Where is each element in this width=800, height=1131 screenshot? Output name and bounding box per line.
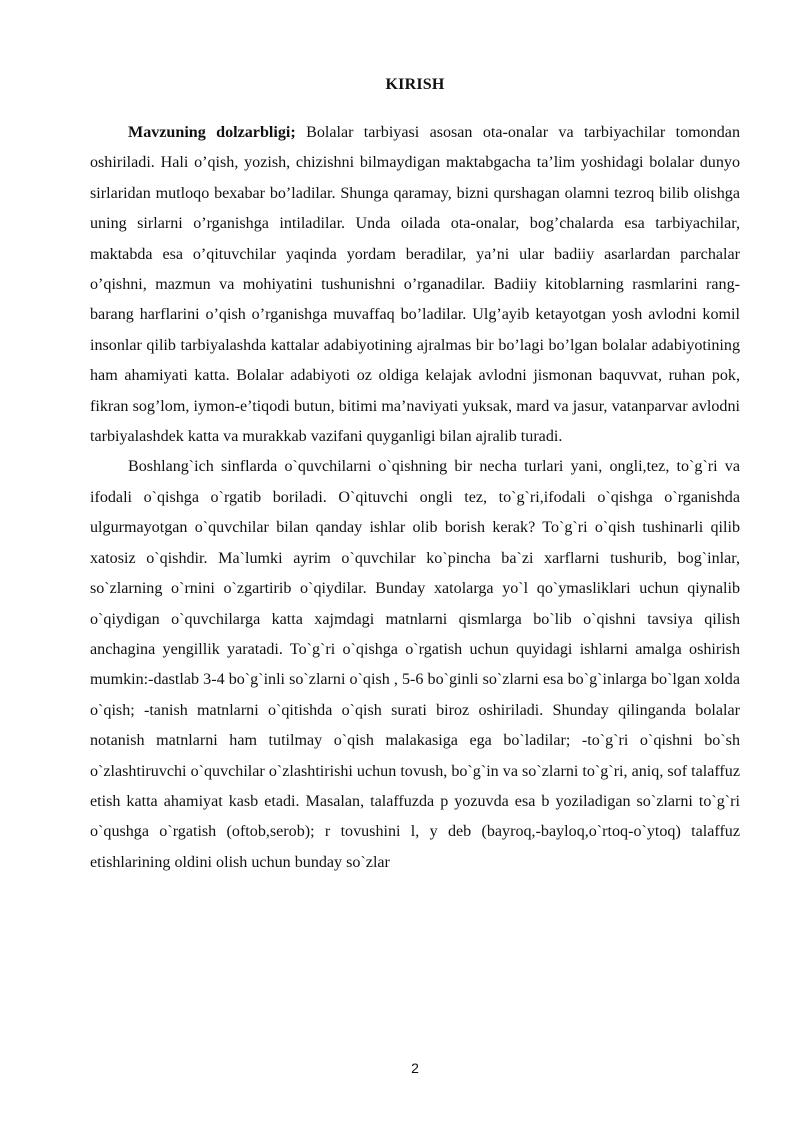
paragraph-text: Bolalar tarbiyasi asosan ota-onalar va tarbiyachilar tomondan oshiriladi. Hali o’qish, yozish, chizishni bilmaydigan maktabgacha ta’lim yoshidagi bolalar dunyo sirlaridan mutloqo bexabar bo’ladilar. Shunga qaramay, bizni qurshagan olamni tezroq bilib olishga uning sirlarni o’rganishga intiladilar. Unda oilada ota-onalar, bog’chalarda esa tarbiyachilar, maktabda esa o’qituvchilar yaqinda yordam beradilar, ya’ni ular badiiy asarlardan parchalar o’qishni, mazmun va mohiyatini tushunishni o’rganadilar. Badiiy kitoblarning rasmlarini rang-barang harflarini o’qish o’rganishga muvaffaq bo’ladilar. Ulg’ayib ketayotgan yosh avlodni komil insonlar qilib tarbiyalashda kattalar adabiyotining ajralmas bir bo’lagi bo’lgan bolalar adabiyotining ham ahamiyati katta. Bolalar adabiyoti oz oldiga kelajak avlodni jismonan baquvvat, ruhan pok, fikran sog’lom, iymon-e’tiqodi butun, bitimi ma’naviyati yuksak, mard va jasur, vatanparvar avlodni tarbiyalashdek katta va murakkab vazifani quyganligi bilan ajralib turadi. — [90, 124, 740, 446]
paragraph-reading-types — [90, 452, 740, 878]
paragraph-text: Boshlang`ich sinflarda o`quvchilarni o`qishning bir necha turlari yani, ongli,tez, to`g`ri va ifodali o`qishga o`rgatib boriladi. O`qituvchi ongli tez, to`g`ri,ifodali o`qishga o`rganishda ulgurmayotgan o`quvchilar bilan qanday ishlar olib borish kerak? To`g`ri o`qish tushinarli qilib xatosiz o`qishdir. Ma`lumki ayrim o`quvchilar ko`pincha ba`zi xarflarni tushurib, bog`inlar, so`zlarning o`rnini o`zgartirib o`qiydilar. Bunday xatolarga yo`l qo`ymasliklari uchun qiynalib o`qiydigan o`quvchilarga katta xajmdagi matnlarni qismlarga bo`lib o`qishni tavsiya qilish anchagina yengillik yaratadi. To`g`ri o`qishga o`rgatish uchun quyidagi ishlarni amalga oshirish mumkin:-dastlab 3-4 bo`g`inli so`zlarni o`qish , 5-6 bo`ginli so`zlarni esa bo`g`inlarga bo`lgan xolda o`qish; -tanish matnlarni o`qitishda o`qish surati biroz oshiriladi. Shunday qilinganda bolalar notanish matnlarni ham tutilmay o`qish malakasiga ega bo`ladilar; -to`g`ri o`qishni bo`sh o`zlashtiruvchi o`quvchilar o`zlashtirishi uchun tovush, bo`g`in va so`zlarni to`g`ri, aniq, sof talaffuz etish katta ahamiyat kasb etadi. Masalan, talaffuzda p yozuvda esa b yoziladigan so`zlarni to`g`ri o`qushga o`rgatish (oftob,serob); r tovushini l, y deb (bayroq,-bayloq,o`rtoq-o`ytoq) talaffuz etishlarining oldini olish uchun bunday so`zlar — [90, 458, 740, 871]
body-text — [90, 118, 740, 878]
page-heading: KIRISH — [385, 76, 445, 93]
page-number: 2 — [411, 1060, 419, 1076]
paragraph-lead: Mavzuning dolzarbligi; — [128, 124, 296, 141]
paragraph-relevance — [90, 118, 740, 452]
